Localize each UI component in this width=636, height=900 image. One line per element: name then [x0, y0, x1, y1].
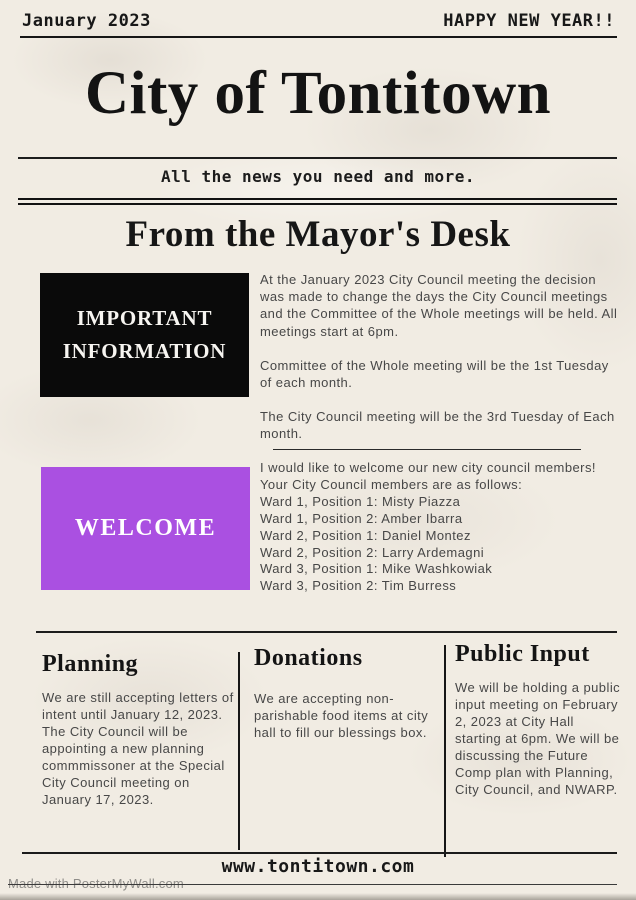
newspaper-title: City of Tontitown [84, 60, 552, 127]
columns-top-rule [36, 631, 617, 633]
council-member-item: Ward 2, Position 1: Daniel Montez [260, 527, 471, 543]
column-planning [42, 651, 239, 808]
section-title-mayors-desk: From the Mayor's Desk [125, 214, 511, 255]
column-donations [254, 645, 435, 741]
column-body-donations: We are accepting non-parishable food items at city hall to fill our blessings box. [254, 691, 429, 740]
tagline-rule-bottom [18, 198, 617, 205]
footer-rule-bottom [8, 884, 617, 885]
council-member-item: Ward 3, Position 2: Tim Burress [260, 578, 457, 594]
column-heading-planning: Planning [42, 651, 139, 677]
council-member-item: Ward 2, Position 2: Larry Ardemagni [260, 544, 485, 560]
important-box-line1: IMPORTANT [76, 306, 213, 330]
column-divider-1 [238, 652, 240, 850]
masthead [20, 0, 617, 38]
postermywall-watermark: Made with PosterMyWall.com [8, 876, 184, 891]
important-information-box [40, 273, 249, 397]
council-member-item: Ward 3, Position 1: Mike Washkowiak [260, 561, 493, 577]
welcome-section-rule [273, 449, 581, 450]
column-body-public-input: We will be holding a public input meeting on February 2, 2023 at City Hall starting at 6pm. We will be discussing the Future Comp plan with Planning, City Council, and NWARP. [455, 680, 621, 797]
column-heading-donations: Donations [254, 645, 363, 671]
welcome-text [260, 460, 619, 595]
tagline: All the news you need and more. [160, 167, 476, 186]
paragraph-city-council: The City Council meeting will be the 3rd Tuesday of Each month. [260, 409, 615, 442]
council-member-item: Ward 1, Position 2: Amber Ibarra [260, 510, 463, 526]
column-public-input [455, 641, 621, 798]
website-text: www.tontitown.com [221, 856, 415, 877]
paragraph-committee-whole: Committee of the Whole meeting will be the 1st Tuesday of each month. [260, 357, 609, 391]
welcome-intro: I would like to welcome our new city council members! Your City Council members are as follows: [260, 460, 596, 492]
column-divider-2 [444, 645, 446, 857]
masthead-greeting: HAPPY NEW YEAR!! [443, 11, 615, 31]
important-box-line2: INFORMATION [62, 339, 227, 363]
masthead-date: January 2023 [22, 11, 151, 31]
tagline-rule-top [18, 157, 617, 159]
column-heading-public-input: Public Input [455, 641, 590, 667]
footer-rule-top [22, 852, 617, 854]
paragraph-meeting-change: At the January 2023 City Council meeting the decision was made to change the days the City Council meetings and the Committee of the Whole meetings will be held. All meetings start at 6pm. [260, 272, 618, 339]
mayor-paragraphs [260, 271, 619, 443]
welcome-box-label: WELCOME [74, 515, 217, 541]
council-member-item: Ward 1, Position 1: Misty Piazza [260, 493, 461, 509]
column-body-planning: We are still accepting letters of intent until January 12, 2023. The City Council will be appointing a new planning commmissoner at the Special City Council meeting on January 17, 2023. [42, 690, 234, 807]
welcome-box [41, 467, 250, 590]
